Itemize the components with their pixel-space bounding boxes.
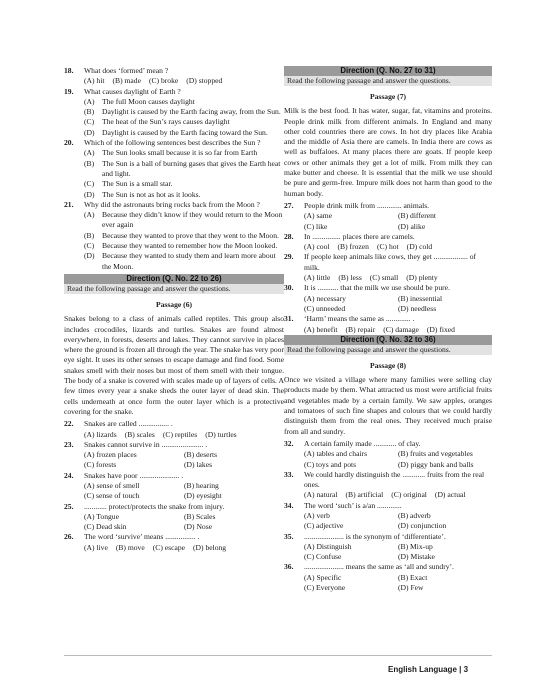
passage-title: Passage (7) <box>369 92 407 101</box>
option: (A) frozen places <box>84 450 137 460</box>
option: (B) made <box>112 76 141 86</box>
options-pair <box>64 491 284 501</box>
option: (A) necessary <box>304 293 346 303</box>
option-text: Daylight is caused by the Earth facing away, from the Sun. <box>102 107 281 117</box>
options-row <box>284 273 492 283</box>
page-footer: English Language | 3 <box>388 665 469 674</box>
option-text: The Sun is a ball of burning gases that gives the Earth heat and light. <box>102 158 281 178</box>
question-text: The word ‘survive’ means ................ . <box>84 532 200 542</box>
question-number: 35. <box>284 531 294 541</box>
passage-text: Milk is the best food. It has water, sugar, fat, vitamins and proteins. People drink milk from different animals. In England and many other cold countries there are cows. In hot dry places like Arabia and the middle of Asia there are camels. In India there are cows as well as buffaloes. At many places there are goats. If people keep cows or other animals they get a lot of milk. From milk they can make butter and cheese. It is essential that the milk we use should be pure and germ-free. Impure milk does not harm than good to the human body. <box>284 106 492 198</box>
option-text: Because they wanted to study them and learn more about the Moon. <box>102 251 276 271</box>
options-pair <box>284 460 492 470</box>
option-text: The Sun is not as hot as it looks. <box>102 189 201 199</box>
option: (A) verb <box>304 510 330 520</box>
question-text: In ............... places there are camels. <box>304 231 415 241</box>
option-letter: (C) <box>84 179 95 189</box>
question-text: It is ........... that the milk we use should be pure. <box>304 283 450 293</box>
question-stem <box>64 440 284 450</box>
option: (C) hot <box>376 242 399 252</box>
option: (C) Everyone <box>304 583 346 593</box>
option: (A) same <box>304 211 333 221</box>
question-text: If people keep animals like cows, they get .................. of milk. <box>304 252 477 272</box>
option: (A) natural <box>304 490 338 500</box>
option: (C) toys and pots <box>304 459 357 469</box>
option: (D) conjunction <box>398 521 447 531</box>
option <box>64 190 284 200</box>
options-pair <box>284 542 492 552</box>
option: (D) plenty <box>406 273 438 283</box>
question-text: What does ‘formed’ mean ? <box>84 66 169 75</box>
option-letter: (D) <box>84 189 95 199</box>
question-number: 25. <box>64 501 74 511</box>
options-pair <box>284 583 492 593</box>
option: (A) hit <box>84 76 105 86</box>
option: (D) fixed <box>426 324 455 334</box>
option <box>64 231 284 241</box>
passage-text: Snakes belong to a class of animals called reptiles. This group also includes crocodiles, lizards and turtles. Snakes are found almost everywhere, in forests, deserts and lakes. They cannot survive in places where the ground is frozen all through the year. The snake has very poor eye sight. It uses its other senses to escape damage and find food. Some snakes smell with their noses but most of them smell with their tongue. The body of a snake is covered with scales made up of layers of cells. A few times every year a snake sheds the outer layer of dead skin. The cells underneath at once form the outer layer which is a protective covering for the snake. <box>64 314 285 416</box>
option: (B) scales <box>124 429 155 439</box>
question-number: 33. <box>284 469 294 479</box>
option: (A) Tongue <box>84 511 119 521</box>
question-stem <box>284 532 492 542</box>
options-pair <box>284 222 492 232</box>
option: (D) needless <box>398 303 437 313</box>
option: (B) inessential <box>398 293 443 303</box>
question-text: ..................... is the synonym of ‘differentiate’. <box>304 531 446 541</box>
question-stem <box>284 314 492 324</box>
question-text: ‘Harm’ means the same as ............. . <box>304 314 415 324</box>
options-pair <box>64 481 284 491</box>
option: (A) Specific <box>304 572 342 582</box>
option-letter: (A) <box>84 210 95 220</box>
question-text: We could hardly distinguish the ............ fruits from the real ones. <box>304 469 485 490</box>
option: (D) lakes <box>184 460 213 470</box>
option-letter: (B) <box>84 107 95 117</box>
passage-title: Passage (6) <box>155 299 193 309</box>
question-text: Why did the astronauts bring rocks back from the Moon ? <box>84 199 260 209</box>
option: (D) Nose <box>184 522 213 532</box>
question-text: Which of the following sentences best describes the Sun ? <box>84 138 261 148</box>
option-text: The Sun is a small star. <box>102 179 173 189</box>
option: (C) escape <box>152 542 185 552</box>
direction-instruction: Read the following passage and answer the questions. <box>284 76 492 86</box>
right-column <box>284 66 492 593</box>
question-stem <box>64 138 284 148</box>
footer-rule <box>64 655 492 656</box>
question-text: ..................... means the same as ‘all and sundry’. <box>304 562 454 572</box>
option-letter: (D) <box>84 251 95 261</box>
option: (C) small <box>369 273 399 283</box>
options-pair <box>284 511 492 521</box>
question-number: 18. <box>64 66 74 75</box>
question-number: 24. <box>64 470 74 480</box>
passage-title: Passage (8) <box>369 360 407 370</box>
option: (C) sense of touch <box>84 491 140 501</box>
left-column <box>64 66 284 553</box>
option: (A) cool <box>304 242 330 252</box>
question-text: Snakes are called ................ . <box>84 419 173 429</box>
options-pair <box>64 460 284 470</box>
option: (C) forests <box>84 460 117 470</box>
options-pair <box>284 304 492 314</box>
question-stem <box>64 502 284 512</box>
question-number: 28. <box>284 231 294 241</box>
question-number: 32. <box>284 438 294 448</box>
option: (C) unneeded <box>304 303 346 313</box>
options-row <box>64 76 284 86</box>
question-stem <box>284 439 492 449</box>
direction-heading: Direction (Q. No. 22 to 26) <box>64 274 284 284</box>
option: (B) repair <box>345 324 376 334</box>
option: (C) broke <box>148 76 179 86</box>
direction-instruction: Read the following passage and answer the questions. <box>64 284 284 294</box>
question-stem <box>64 419 284 429</box>
option: (A) lizards <box>84 429 117 439</box>
option: (C) Confuse <box>304 552 342 562</box>
option-letter: (B) <box>84 230 95 240</box>
options-pair <box>64 450 284 460</box>
option: (B) frozen <box>337 242 369 252</box>
option: (C) damage <box>383 324 419 334</box>
option-letter: (B) <box>84 158 95 168</box>
option: (B) adverb <box>398 510 431 520</box>
options-pair <box>284 521 492 531</box>
option-letter: (A) <box>84 148 95 158</box>
question-number: 27. <box>284 200 294 210</box>
options-pair <box>64 512 284 522</box>
option-text: Daylight is caused by the Earth facing toward the Sun. <box>102 127 268 137</box>
option: (D) Few <box>398 583 424 593</box>
question-number: 30. <box>284 283 294 293</box>
options-pair <box>64 522 284 532</box>
question-number: 34. <box>284 500 294 510</box>
question-text: Snakes cannot survive in ...................... . <box>84 439 208 449</box>
option: (B) deserts <box>184 450 218 460</box>
option-text: Because they wanted to remember how the Moon looked. <box>102 241 278 251</box>
option: (D) piggy bank and balls <box>398 459 474 469</box>
option: (D) belong <box>193 542 227 552</box>
direction-heading: Direction (Q. No. 32 to 36) <box>284 335 492 345</box>
option: (A) Distinguish <box>304 541 352 551</box>
option <box>64 210 284 231</box>
option-text: The Sun looks small because it is so far from Earth <box>102 148 258 158</box>
direction-heading: Direction (Q. No. 27 to 31) <box>284 66 492 76</box>
option: (B) different <box>398 211 437 221</box>
question-text: People drink milk from ............. animals. <box>304 200 430 210</box>
question-number: 26. <box>64 532 74 542</box>
question-stem <box>284 201 492 211</box>
option: (C) like <box>304 221 328 231</box>
option <box>64 251 284 272</box>
option: (D) Mistake <box>398 552 435 562</box>
option: (C) original <box>391 490 427 500</box>
passage-text: Once we visited a village where many families were selling clay products made by them. What attracted us most were artificial fruits and vegetables made by a certain family. We saw apples, oranges and tomatoes of such fine shapes and colours that we could hardly distinguish them from the real ones. They received much praise from all and sundry. <box>284 375 492 436</box>
option-letter: (A) <box>84 96 95 106</box>
options-row <box>64 430 284 440</box>
options-pair <box>284 552 492 562</box>
option: (A) live <box>84 542 108 552</box>
option <box>64 159 284 180</box>
option: (D) alike <box>398 221 426 231</box>
question-number: 21. <box>64 199 74 209</box>
options-pair <box>284 573 492 583</box>
option: (B) less <box>338 273 362 283</box>
option-text: The heat of the Sun’s rays causes daylight <box>102 117 230 127</box>
question-text: What causes daylight of Earth ? <box>84 86 181 96</box>
option: (B) fruits and vegetables <box>398 449 473 459</box>
option: (D) cold <box>406 242 433 252</box>
question-stem <box>284 562 492 572</box>
option: (B) artificial <box>345 490 384 500</box>
option: (D) actual <box>434 490 466 500</box>
option: (A) little <box>304 273 331 283</box>
option-text: The full Moon causes daylight <box>102 96 195 106</box>
question-number: 31. <box>284 314 294 324</box>
option <box>64 107 284 117</box>
option: (B) Scales <box>184 511 216 521</box>
option <box>64 117 284 127</box>
option: (B) hearing <box>184 480 219 490</box>
question-stem <box>284 501 492 511</box>
options-pair <box>284 449 492 459</box>
question-text: Snakes have poor ..................... . <box>84 470 184 480</box>
question-stem <box>284 252 492 273</box>
options-pair <box>284 211 492 221</box>
option: (A) sense of smell <box>84 480 140 490</box>
option-letter: (C) <box>84 241 95 251</box>
question-stem <box>64 532 284 542</box>
option: (C) Dead skin <box>84 522 127 532</box>
option: (B) Exact <box>398 572 428 582</box>
option-letter: (D) <box>84 127 95 137</box>
question-text: A certain family made ............ of clay. <box>304 438 421 448</box>
option: (B) Mix-up <box>398 541 433 551</box>
option <box>64 241 284 251</box>
option-text: Because they didn’t know if they would return to the Moon ever again <box>102 210 283 230</box>
option <box>64 179 284 189</box>
option: (C) reptiles <box>162 429 198 439</box>
question-text: ............ protect/protects the snake from injury. <box>84 501 225 511</box>
question-number: 36. <box>284 562 294 572</box>
option: (A) benefit <box>304 324 338 334</box>
question-number: 23. <box>64 439 74 449</box>
option-letter: (C) <box>84 117 95 127</box>
option: (B) move <box>115 542 145 552</box>
option-text: Because they wanted to prove that they went to the Moon. <box>102 230 279 240</box>
question-number: 29. <box>284 252 294 262</box>
question-stem <box>284 232 492 242</box>
option <box>64 97 284 107</box>
option: (A) tables and chairs <box>304 449 368 459</box>
option: (D) stopped <box>186 76 223 86</box>
option <box>64 128 284 138</box>
question-stem <box>284 283 492 293</box>
direction-instruction: Read the following passage and answer the questions. <box>284 345 492 355</box>
options-pair <box>284 294 492 304</box>
option <box>64 148 284 158</box>
question-stem <box>64 471 284 481</box>
option: (D) eyesight <box>184 491 222 501</box>
options-row <box>284 490 492 500</box>
question-stem <box>64 200 284 210</box>
options-row <box>64 543 284 553</box>
question-number: 19. <box>64 86 74 96</box>
options-row <box>284 325 492 335</box>
question-stem <box>64 66 284 76</box>
option: (C) adjective <box>304 521 344 531</box>
options-row <box>284 242 492 252</box>
option: (D) turtles <box>205 429 237 439</box>
question-number: 22. <box>64 419 74 429</box>
question-text: The word ‘such’ is a/an ............. <box>304 500 402 510</box>
question-stem <box>284 470 492 491</box>
question-number: 20. <box>64 138 74 148</box>
question-stem <box>64 87 284 97</box>
